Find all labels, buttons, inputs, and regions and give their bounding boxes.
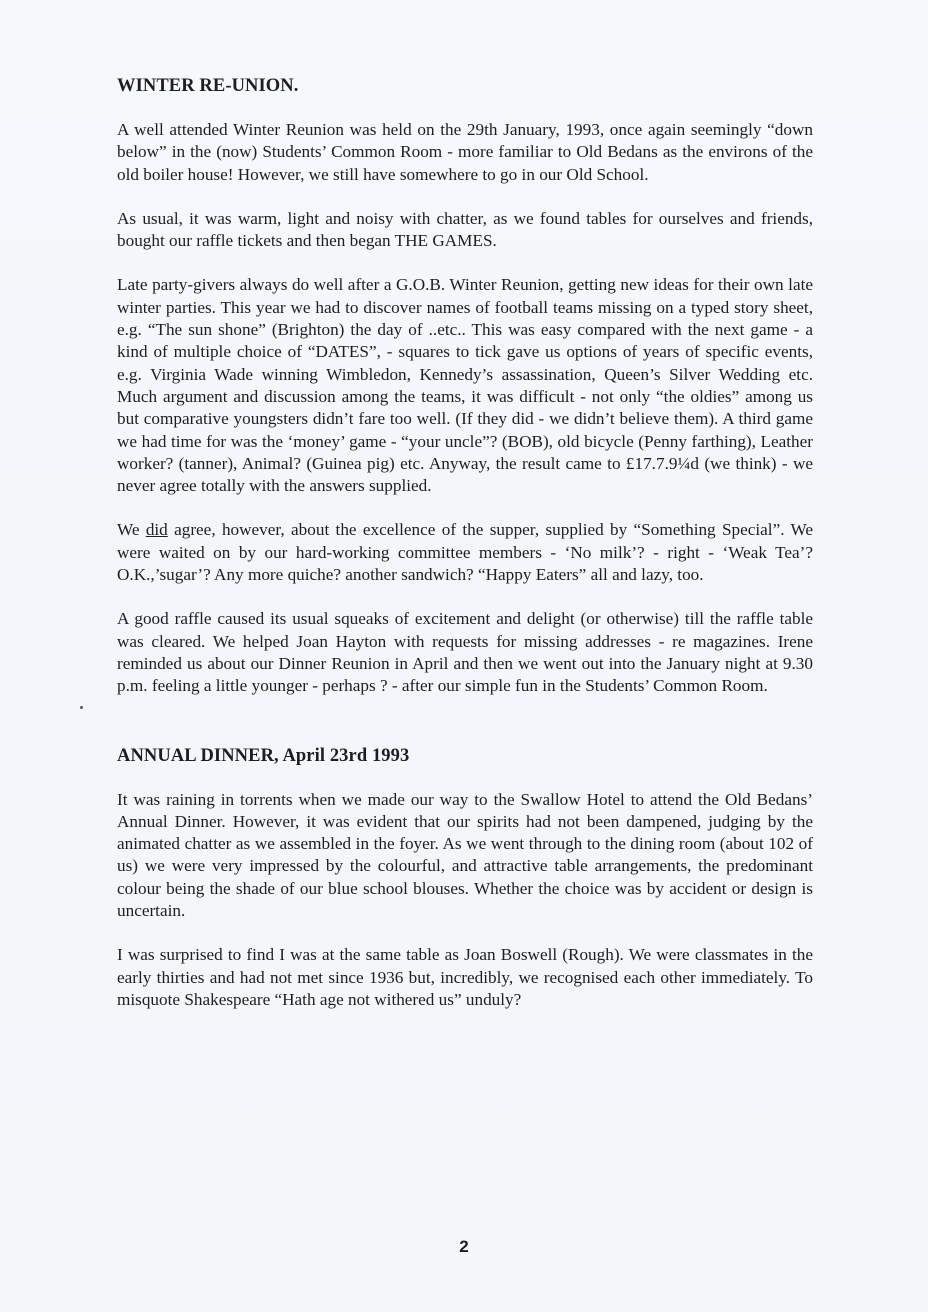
- paragraph: [117, 519, 813, 586]
- article-body: [117, 76, 813, 1033]
- paragraph: Late party-givers always do well after a G.O.B. Winter Reunion, getting new ideas for their own late winter parties. This year we had to discover names of football teams missing on a typed story sheet, e.g. “The sun shone” (Brighton) the day of ..etc.. This was easy compared with the next game - a kind of multiple choice of “DATES”, - squares to tick gave us options of years of specific events, e.g. Virginia Wade winning Wimbledon, Kennedy’s assassination, Queen’s Silver Wedding etc. Much argument and discussion among the teams, it was difficult - not only “the oldies” among us but comparative youngsters didn’t fare too well. (If they did - we didn’t believe them). A third game we had time for was the ‘money’ game - “your uncle”? (BOB), old bicycle (Penny farthing), Leather worker? (tanner), Animal? (Guinea pig) etc. Anyway, the result came to £17.7.9¼d (we think) - we never agree totally with the answers supplied.: [117, 275, 813, 496]
- paragraph: I was surprised to find I was at the same table as Joan Boswell (Rough). We were classmates in the early thirties and had not met since 1936 but, incredibly, we recognised each other immediately. To misquote Shakespeare “Hath age not withered us” unduly?: [117, 945, 813, 1009]
- paragraph-text: We: [117, 520, 146, 540]
- paragraph: A well attended Winter Reunion was held on the 29th January, 1993, once again seemingly “down below” in the (now) Students’ Common Room - more familiar to Old Bedans as the environs of the old boiler house! However, we still have somewhere to go in our Old School.: [117, 120, 813, 184]
- page-number: 2: [459, 1237, 469, 1256]
- stray-mark: [80, 706, 83, 709]
- section-heading-annual-dinner: ANNUAL DINNER, April 23rd 1993: [117, 745, 410, 766]
- paragraph-text: agree, however, about the excellence of the supper, supplied by “Something Special”. We were waited on by our hard-working committee members - ‘No milk’? - right - ‘Weak Tea’? O.K.,’sugar’? Any more quiche? another sandwich? “Happy Eaters” all and lazy, too.: [117, 520, 813, 585]
- section-heading-winter-reunion: WINTER RE-UNION.: [117, 76, 299, 96]
- underlined-word: did: [145, 520, 168, 540]
- paragraph: As usual, it was warm, light and noisy with chatter, as we found tables for ourselves and friends, bought our raffle tickets and then began THE GAMES.: [117, 208, 813, 251]
- paragraph: It was raining in torrents when we made our way to the Swallow Hotel to attend the Old Bedans’ Annual Dinner. However, it was evident that our spirits had not been dampened, judging by the animated chatter as we assembled in the foyer. As we went through to the dining room (about 102 of us) we were very impressed by the colourful, and attractive table arrangements, the predominant colour being the shade of our blue school blouses. Whether the choice was by accident or design is uncertain.: [117, 789, 813, 921]
- paragraph: A good raffle caused its usual squeaks of excitement and delight (or otherwise) till the raffle table was cleared. We helped Joan Hayton with requests for missing addresses - re magazines. Irene reminded us about our Dinner Reunion in April and then we went out into the January night at 9.30 p.m. feeling a little younger - perhaps ? - after our simple fun in the Students’ Common Room.: [117, 609, 813, 696]
